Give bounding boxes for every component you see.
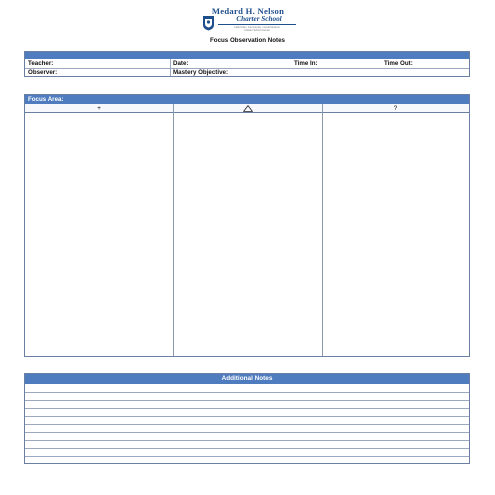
- logo-title: Medard H. Nelson: [211, 6, 285, 16]
- note-rule-line: [25, 400, 469, 401]
- column-header-delta: [173, 104, 322, 113]
- logo-divider: [218, 24, 296, 25]
- note-rule-line: [25, 440, 469, 441]
- note-rule-line: [25, 408, 469, 409]
- column-header-question: ?: [322, 104, 469, 113]
- additional-notes-table: [24, 373, 470, 464]
- observer-label: Observer:: [28, 69, 58, 76]
- logo-tagline-line-2: Charter School Center: [244, 29, 270, 33]
- note-rule-line: [25, 416, 469, 417]
- school-crest-icon: [202, 15, 215, 31]
- logo-subtitle: Charter School: [236, 15, 282, 23]
- note-rule-line: [25, 424, 469, 425]
- mastery-objective-field[interactable]: [170, 68, 469, 77]
- note-rule-line: [25, 432, 469, 433]
- date-field[interactable]: [170, 59, 291, 68]
- note-rule-line: [25, 392, 469, 393]
- note-rule-line: [25, 448, 469, 449]
- column-header-plus: +: [25, 104, 173, 113]
- info-table-header-bar: [25, 52, 469, 59]
- teacher-field[interactable]: [25, 59, 170, 68]
- time-out-field[interactable]: [381, 59, 469, 68]
- time-out-label: Time Out:: [384, 60, 413, 67]
- teacher-label: Teacher:: [28, 60, 54, 67]
- logo-tagline: [218, 26, 296, 33]
- school-logo: [196, 6, 300, 40]
- triangle-icon: [243, 105, 253, 112]
- logo-tagline-line-1: Little Kids • Community • Great Dreams: [234, 26, 280, 29]
- note-rule-line: [25, 456, 469, 457]
- question-notes-area[interactable]: [323, 113, 469, 356]
- time-in-field[interactable]: [291, 59, 381, 68]
- focus-area-title: Focus Area:: [25, 95, 469, 104]
- date-label: Date:: [173, 60, 189, 67]
- plus-notes-area[interactable]: [25, 113, 173, 356]
- mastery-objective-label: Mastery Objective:: [173, 69, 229, 76]
- observer-field[interactable]: [25, 68, 170, 77]
- observation-info-table: [24, 51, 470, 77]
- additional-notes-title: Additional Notes: [25, 374, 469, 384]
- document-title: Focus Observation Notes: [210, 37, 285, 44]
- focus-area-table: [24, 94, 470, 357]
- time-in-label: Time In:: [294, 60, 318, 67]
- delta-notes-area[interactable]: [174, 113, 322, 356]
- info-row-observer: [25, 68, 469, 77]
